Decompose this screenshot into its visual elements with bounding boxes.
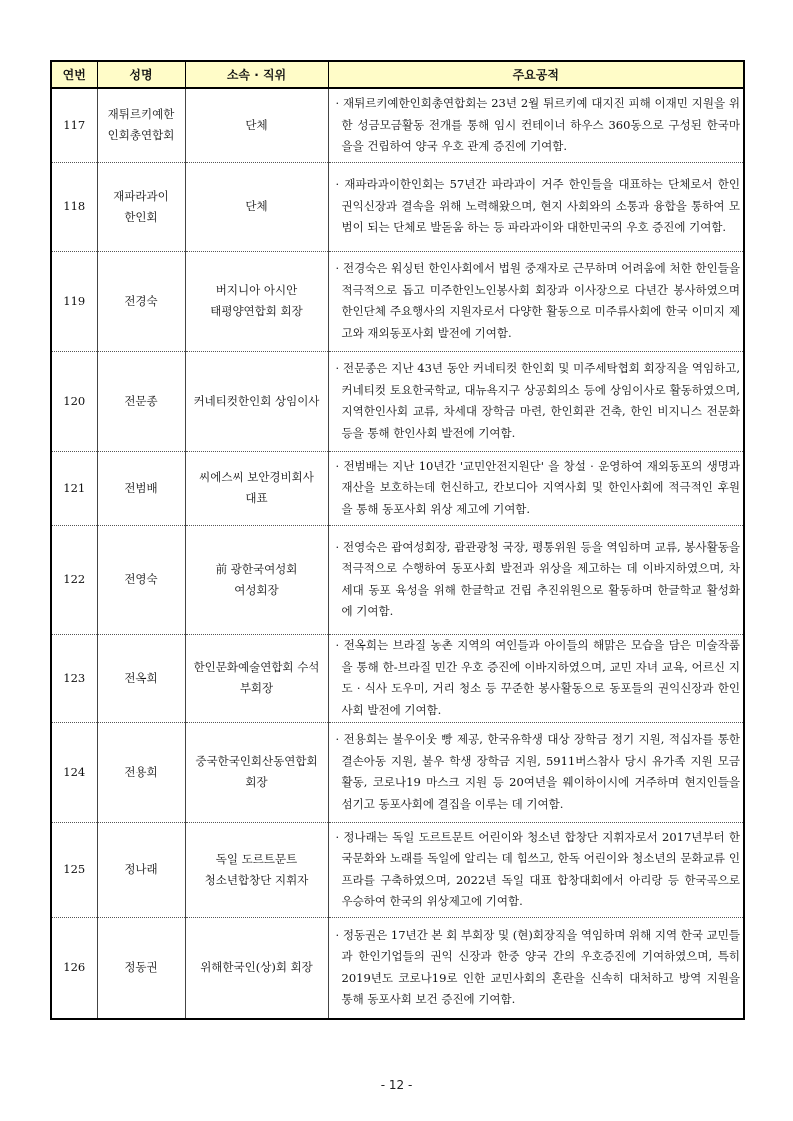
row-achievement-text: · 전영숙은 괌여성회장, 괌관광청 국장, 평통위원 등을 역임하며 교류, 봉사활동을 적극적으로 수행하여 동포사회 발전과 위상을 제고하는 데 이바지하였으며, 차세대 동포 육성을 위해 한글학교 건립 추진위원으로 활동하며 한글학교 활성화에 기여함. <box>335 539 740 618</box>
row-no: 121 <box>51 451 97 525</box>
row-position-text: 한인문화예술연합회 수석 부회장 <box>193 660 320 695</box>
table-row <box>51 525 744 634</box>
page-number: - 12 - <box>380 1078 413 1092</box>
row-achievement-text: · 전문종은 지난 43년 동안 커네티컷 한인회 및 미주세탁협회 회장직을 역임하고, 커네티컷 토요한국학교, 대뉴욕지구 상공회의소 등에 상임이사로 활동하였으며, 지역한인사회 교류, 차세대 장학금 마련, 한인회관 건축, 한인 비지니스 전문화 등을 통해 한인사회 발전에 기여함. <box>335 361 740 440</box>
table-row <box>51 917 744 1019</box>
row-name-text: 정나래 <box>124 862 158 876</box>
row-name-text: 전문종 <box>124 393 158 408</box>
row-achievement <box>328 351 744 451</box>
row-name <box>97 525 185 634</box>
row-position-text: 버지니아 아시안 태평양연합회 회장 <box>210 283 303 318</box>
row-position <box>185 722 328 822</box>
row-name <box>97 722 185 822</box>
table-row <box>51 451 744 525</box>
row-no: 119 <box>51 251 97 351</box>
row-achievement-text: · 재파라과이한인회는 57년간 파라과이 거주 한인들을 대표하는 단체로서 한인 권익신장과 결속을 위해 노력해왔으며, 현지 사회와의 소통과 융합을 통하여 모범이 되는 단체로 발돋움 하는 등 파라과이와 대한민국의 우호 증진에 기여함. <box>335 177 740 235</box>
row-name <box>97 451 185 525</box>
row-name <box>97 917 185 1019</box>
row-position-text: 단체 <box>245 117 268 132</box>
row-name <box>97 251 185 351</box>
row-position-text: 씨에스씨 보안경비회사 대표 <box>199 470 314 505</box>
row-position <box>185 917 328 1019</box>
header-name: 성명 <box>97 61 185 88</box>
header-achievement: 주요공적 <box>328 61 744 88</box>
row-achievement-text: · 전범배는 지난 10년간 '교민안전지원단' 을 창설 · 운영하여 재외동포의 생명과 재산을 보호하는데 헌신하고, 칸보디아 지역사회 및 한인사회에 적극적인 후원을 통해 동포사회 위상 제고에 기여함. <box>335 458 740 516</box>
table-header-row <box>51 61 744 88</box>
row-no: 123 <box>51 634 97 722</box>
awards-table <box>50 60 745 1020</box>
row-name <box>97 634 185 722</box>
row-position-text: 중국한국인회산동연합회 회장 <box>195 754 318 789</box>
table-row <box>51 822 744 917</box>
table-row <box>51 634 744 722</box>
row-position-text: 위해한국인(상)회 회장 <box>200 960 313 975</box>
row-achievement <box>328 822 744 917</box>
table-row <box>51 162 744 251</box>
row-achievement-text: · 전옥희는 브라질 농촌 지역의 여인들과 아이들의 해맑은 모습을 담은 미술작품을 통해 한-브라질 민간 우호 증진에 이바지하였으며, 교민 자녀 교육, 어르신 지도 · 식사 도우미, 거리 청소 등 꾸준한 봉사활동으로 동포들의 권익신장과 한인사회 발전에 기여함. <box>335 638 740 717</box>
row-achievement <box>328 722 744 822</box>
row-achievement <box>328 162 744 251</box>
row-position <box>185 822 328 917</box>
row-position <box>185 162 328 251</box>
row-name-text: 전옥희 <box>124 670 158 685</box>
row-position <box>185 634 328 722</box>
row-name-text: 정동권 <box>124 960 158 975</box>
row-achievement <box>328 251 744 351</box>
row-achievement-text: · 전용희는 불우이웃 빵 제공, 한국유학생 대상 장학금 정기 지원, 적십자를 통한 결손아동 지원, 불우 학생 장학금 지원, 5911버스참사 당시 유가족 지원 모금 활동, 코로나19 마스크 지원 등 20여년을 웨이하이시에 거주하며 현지인들을 섬기고 동포사회에 결집을 이루는 데 기여함. <box>335 732 740 811</box>
row-name-text: 재튀르키예한 인회총연합회 <box>107 107 175 143</box>
row-name-text: 전용희 <box>124 764 158 779</box>
row-no: 124 <box>51 722 97 822</box>
row-name <box>97 162 185 251</box>
table-row <box>51 351 744 451</box>
row-position <box>185 451 328 525</box>
row-achievement-text: · 재튀르키예한인회총연합회는 23년 2월 튀르키예 대지진 피해 이재민 지원을 위한 성금모금활동 전개를 통해 임시 컨테이너 하우스 360동으로 구성된 한국마을을 건립하여 양국 우호 관계 증진에 기여함. <box>335 96 740 153</box>
row-name-text: 전경숙 <box>124 293 158 308</box>
row-name <box>97 351 185 451</box>
row-achievement <box>328 525 744 634</box>
row-name-text: 전범배 <box>124 480 158 495</box>
header-position: 소속 · 직위 <box>185 61 328 88</box>
row-name-text: 재파라과이 한인회 <box>113 188 169 224</box>
row-name-text: 전영숙 <box>124 572 158 586</box>
row-name <box>97 88 185 162</box>
row-achievement <box>328 88 744 162</box>
table-row <box>51 251 744 351</box>
row-achievement-text: · 정동권은 17년간 본 회 부회장 및 (현)회장직을 역임하며 위해 지역 한국 교민들과 한인기업들의 권익 신장과 한중 양국 간의 우호증진에 기여하였으며, 특히 2019년도 코로나19로 인한 교민사회의 혼란을 신속히 대처하고 방역 지원을 통해 동포사회 보건 증진에 기여함. <box>335 927 740 1007</box>
row-no: 125 <box>51 822 97 917</box>
row-position <box>185 251 328 351</box>
row-name <box>97 822 185 917</box>
row-achievement-text: · 정나래는 독일 도르트문트 어린이와 청소년 합창단 지휘자로서 2017년부터 한국문화와 노래를 독일에 알리는 데 힘쓰고, 한독 어린이와 청소년의 문화교류 인프라를 구축하였으며, 2022년 독일 대표 합창대회에서 아리랑 등 한국곡으로 우승하여 한국의 위상제고에 기여함. <box>335 829 740 908</box>
row-no: 126 <box>63 960 86 975</box>
table-row <box>51 722 744 822</box>
row-position-text: 단체 <box>245 199 268 213</box>
row-no: 122 <box>51 525 97 634</box>
row-position <box>185 525 328 634</box>
row-no: 117 <box>51 88 97 162</box>
row-no: 120 <box>51 351 97 451</box>
row-position <box>185 88 328 162</box>
row-achievement <box>328 451 744 525</box>
header-no: 연번 <box>51 61 97 88</box>
row-no: 118 <box>51 162 97 251</box>
row-position-text: 커네티컷한인회 상임이사 <box>193 393 320 408</box>
row-achievement <box>328 634 744 722</box>
row-position-text: 前 광한국여성회 여성회장 <box>215 561 298 597</box>
row-achievement-text: · 전경숙은 워싱턴 한인사회에서 법원 중재자로 근무하며 어려움에 처한 한인들을 적극적으로 돕고 미주한인노인봉사회 회장과 이사장으로 다년간 봉사하였으며 한인단체 주요행사의 지원자로서 다양한 활동으로 미주류사회에 한국 이미지 제고와 재외동포사회 발전에 기여함. <box>335 261 740 340</box>
row-position-text: 독일 도르트문트 청소년합창단 지휘자 <box>204 851 309 887</box>
row-position <box>185 351 328 451</box>
row-achievement <box>328 917 744 1019</box>
table-row <box>51 88 744 162</box>
